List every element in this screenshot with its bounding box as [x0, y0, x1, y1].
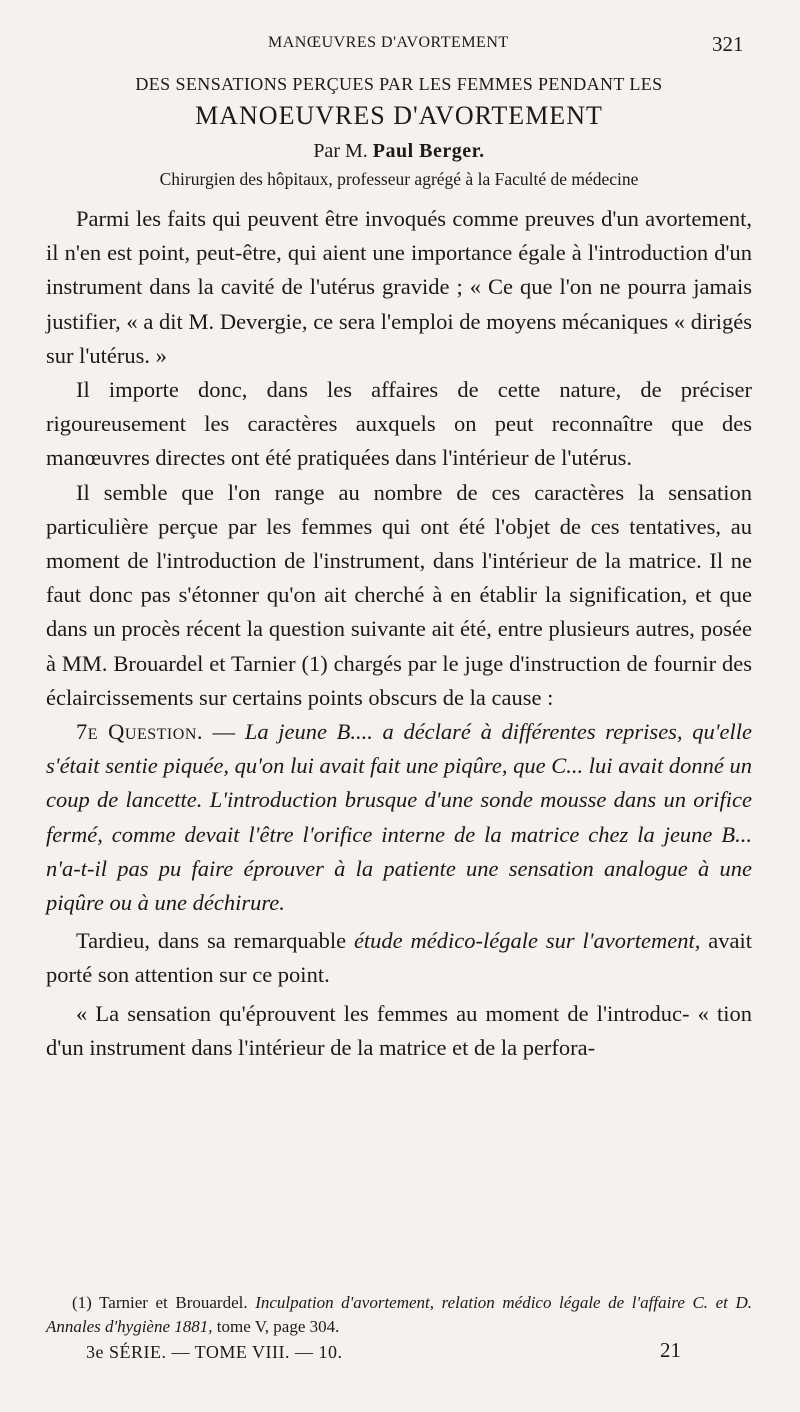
author-name: Paul Berger. — [372, 140, 485, 162]
footnote-1 — [46, 1291, 752, 1339]
footnote-tail: tome V, page 304. — [212, 1317, 340, 1336]
running-head — [0, 32, 800, 56]
paragraph-1: Parmi les faits qui peuvent être invoqués comme preuves d'un avortement, il n'en est point, peut-être, qui aient une importance égale à l'introduction d'un instrument dans la cavité de l'utérus gravide ; « Ce que l'on ne pourra jamais justifier, « a dit M. Devergie, ce sera l'emploi de moyens mécaniques « dirigés sur l'utérus. » — [46, 206, 752, 368]
running-title: MANŒUVRES D'AVORTEMENT — [268, 34, 509, 51]
paragraph-5-start: Tardieu, dans sa remarquable — [76, 928, 354, 954]
paragraph-6: « La sensation qu'éprouvent les femmes au moment de l'introduc- « tion d'un instrument dans l'intérieur de la matrice et de la perfora- — [46, 1000, 752, 1060]
footnote-marker: (1) Tarnier et Brouardel. — [72, 1293, 256, 1312]
sheet-number: 21 — [660, 1338, 681, 1362]
article — [46, 70, 752, 1065]
byline — [46, 136, 752, 166]
paragraph-3: Il semble que l'on range au nombre de ces caractères la sensation particulière perçue par les femmes qui ont été l'objet de ces tentatives, au moment de l'introduction de l'instrument, dans l'intérieur de la matrice. Il ne faut donc pas s'étonner qu'on ait cherché à en établir la signification, et que dans un procès récent la question suivante ait été, entre plusieurs autres, posée à MM. Brouardel et Tarnier (1) chargés par le juge d'instruction de fournir des éclaircissements sur certains points obscurs de la cause : — [46, 479, 752, 710]
paragraph-5 — [46, 924, 752, 992]
paragraph-2: Il importe donc, dans les affaires de cette nature, de préciser rigoureusement les caractères auxquels on peut reconnaître que des manœuvres directes ont été pratiquées dans l'intérieur de l'utérus. — [46, 377, 752, 471]
footnotes — [46, 1291, 752, 1339]
author-affiliation: Chirurgien des hôpitaux, professeur agrégé à la Faculté de médecine — [159, 169, 639, 189]
page-number: 321 — [712, 32, 744, 56]
question-paragraph — [46, 715, 752, 920]
paragraph-5-work-title: étude médico-légale sur l'avortement, — [353, 928, 701, 954]
question-text: La jeune B.... a déclaré à différentes reprises, qu'elle s'était sentie piquée, qu'on lui avait fait une piqûre, que C... lui avait donné un coup de lancette. L'introduction brusque d'une sonde mousse dans un orifice fermé, comme devait l'être l'orifice interne de la matrice chez la jeune B... n'a-t-il pas pu faire éprouver à la patiente une sensation analogue à une piqûre ou à une déchirure. — [46, 719, 753, 916]
article-title-line1: DES SENSATIONS PERÇUES PAR LES FEMMES PENDANT LES — [135, 74, 663, 94]
question-label: 7e Question. — [76, 719, 203, 745]
footnote-reference: Inculpation d'avortement, relation médico légale de l'affaire C. et D. Annales d'hygiène 1881, — [46, 1293, 752, 1336]
article-title-line2: MANOEUVRES D'AVORTEMENT — [195, 101, 603, 130]
print-signature — [46, 1338, 752, 1368]
series-volume: 3e SÉRIE. — TOME VIII. — 10. — [86, 1342, 343, 1362]
question-dash: — — [203, 719, 245, 745]
article-body — [46, 202, 752, 1065]
byline-prefix: Par M. — [313, 140, 368, 162]
paragraph-5-end: avait porté son attention sur ce point. — [46, 928, 752, 988]
